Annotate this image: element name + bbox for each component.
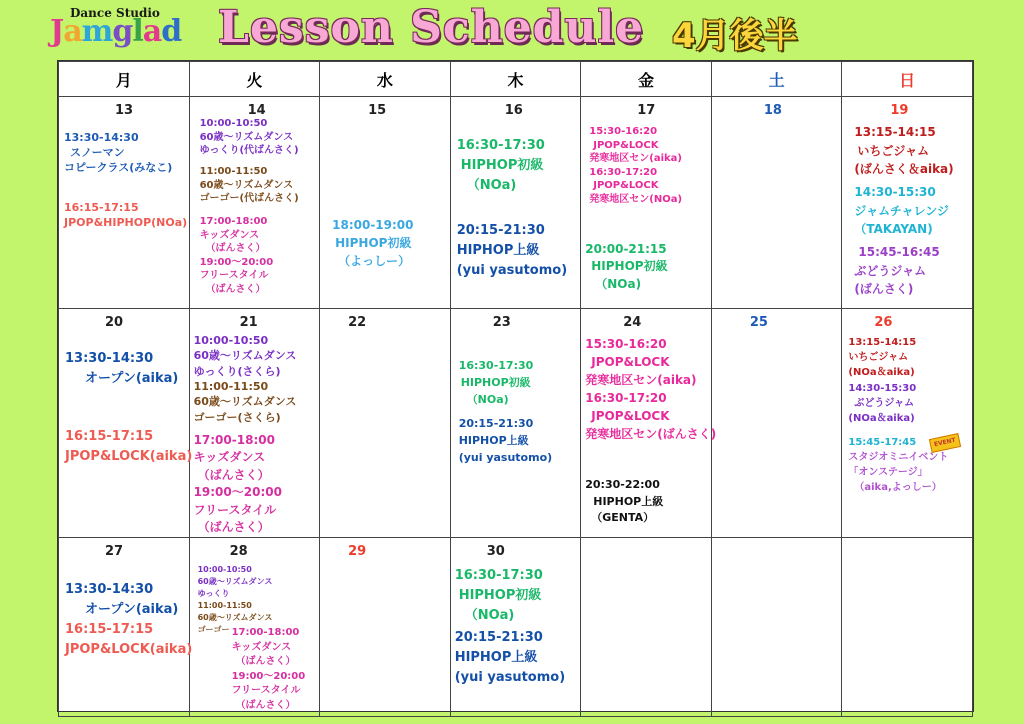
date-number: 20 [105,315,124,330]
schedule-calendar [57,60,974,712]
event-list: 15:30-16:20 JPOP&LOCK 発寒地区セン(aika) 16:30-17:20 JPOP&LOCK 発寒地区セン(NOa) [589,126,683,205]
date-number: 18 [763,103,782,118]
week-row [59,97,973,309]
event-list: 16:15-17:15 JPOP&HIPHOP(NOa) [64,201,188,229]
date-number: 19 [890,103,909,118]
day-cell-blank [711,538,842,717]
weekday-thu: 木 [450,62,581,97]
event-list: 13:30-14:30 スノーマン コピークラス(みなこ) [64,131,173,174]
event-list: 10:00-10:50 60歳～リズムダンス ゆっくり(代ばんさく) [199,118,299,156]
event-list: 11:00-11:50 60歳～リズムダンス ゴーゴー [197,601,273,634]
date-number: 17 [637,103,656,118]
day-cell-13 [59,97,190,309]
event-list: 15:30-16:20 JPOP&LOCK 発寒地区セン(aika) 16:30-17:20 JPOP&LOCK 発寒地区セン(ばんさく) [585,337,717,441]
event-list: 20:15-21:30 HIPHOP上級 (yui yasutomo) [456,223,568,279]
event-list: 16:30-17:30 HIPHOP初級 （NOa) [456,138,545,194]
day-cell-26 [842,309,973,538]
event-list: 10:00-10:50 60歳～リズムダンス ゆっくり [197,565,273,598]
date-number: 26 [874,315,893,330]
date-number: 21 [239,315,258,330]
event-list: 10:00-10:50 60歳～リズムダンス ゆっくり(さくら) [193,334,297,378]
date-number: 29 [348,544,367,559]
day-cell-15 [320,97,451,309]
day-cell-22 [320,309,451,538]
event-list: 17:00-18:00 キッズダンス （ばんさく） 19:00～20:00 フリースタイル （ばんさく） [231,627,306,711]
event-list: 16:30-17:30 HIPHOP初級 （NOa) [458,359,534,407]
date-number: 27 [105,544,124,559]
event-list: 11:00-11:50 60歳～リズムダンス ゴーゴー(さくら) [193,380,297,424]
page-title: Lesson Schedule [218,2,645,53]
event-list: 14:30-15:30 ぶどうジャム (NOa＆aika) [848,383,917,424]
event-list: 16:30-17:30 HIPHOP初級 （NOa) [454,568,543,624]
event-list: 17:00-18:00 キッズダンス （ばんさく） 19:00～20:00 フリースタイル （ばんさく） [199,216,274,295]
weekday-wed: 水 [320,62,451,97]
event-list: 13:30-14:30 オープン(aika) [65,351,179,387]
date-number: 15 [368,103,387,118]
event-list: 16:15-17:15 JPOP&LOCK(aika) [65,429,193,465]
event-list: 15:45-16:45 ぶどうジャム (ばんさく) [854,245,940,297]
month-label: 4月後半 [672,16,798,56]
week-row [59,538,973,717]
weekday-tue: 火 [189,62,320,97]
date-number: 30 [486,544,505,559]
date-number: 23 [492,315,511,330]
event-list: スタジオミニイベント 「オンステージ」 （aika,よっしー） [848,452,949,493]
logo-wordmark: Jamglad [50,14,182,49]
event-list: 15:45-17:45 [848,437,917,448]
date-number: 14 [247,103,266,118]
weekday-sun: 日 [842,62,973,97]
event-list: 16:15-17:15 JPOP&LOCK(aika) [65,622,193,658]
day-cell-24 [581,309,717,538]
event-flag-icon: EVENT [929,433,961,453]
event-list: 13:15-14:15 いちごジャム (NOa＆aika) [848,337,917,378]
day-cell-21 [189,309,320,538]
day-cell-25 [711,309,842,538]
day-cell-17 [581,97,712,309]
day-cell-20 [59,309,193,538]
event-list: 11:00-11:50 60歳～リズムダンス ゴーゴー(代ばんさく) [199,166,299,204]
date-number: 25 [749,315,768,330]
weekday-header-row [59,62,973,97]
day-cell-19 [842,97,973,309]
event-list: 14:30-15:30 ジャムチャレンジ （TAKAYAN) [854,185,949,237]
week-row [59,309,973,538]
date-number: 16 [504,103,523,118]
weekday-sat: 土 [711,62,842,97]
studio-logo [50,6,200,56]
event-list: 13:30-14:30 オープン(aika) [65,582,179,618]
day-cell-30 [450,538,581,717]
event-list: 13:15-14:15 いちごジャム (ばんさく＆aika) [854,125,954,177]
event-list: 20:15-21:30 HIPHOP上級 (yui yasutomo) [458,417,553,465]
event-list: 18:00-19:00 HIPHOP初級 （よっしー） [332,218,414,268]
event-list: 17:00-18:00 キッズダンス （ばんさく） 19:00～20:00 フリースタイル （ばんさく） [193,433,282,534]
date-number: 13 [115,103,134,118]
date-number: 22 [348,315,367,330]
date-number: 28 [229,544,248,559]
event-list: 20:30-22:00 HIPHOP上級 （GENTA） [585,478,664,524]
logo-subtitle: Dance Studio [70,6,160,20]
day-cell-14 [189,97,320,309]
day-cell-16 [450,97,581,309]
event-list: 20:00-21:15 HIPHOP初級 （NOa) [585,242,668,291]
weekday-fri: 金 [581,62,712,97]
day-cell-blank [842,538,973,717]
day-cell-23 [450,309,581,538]
day-cell-blank [581,538,712,717]
day-cell-18 [711,97,842,309]
day-cell-28 [189,538,320,717]
day-cell-29 [320,538,451,717]
weekday-mon: 月 [59,62,190,97]
event-list: 20:15-21:30 HIPHOP上級 (yui yasutomo) [454,630,566,686]
date-number: 24 [623,315,642,330]
day-cell-27 [59,538,193,717]
